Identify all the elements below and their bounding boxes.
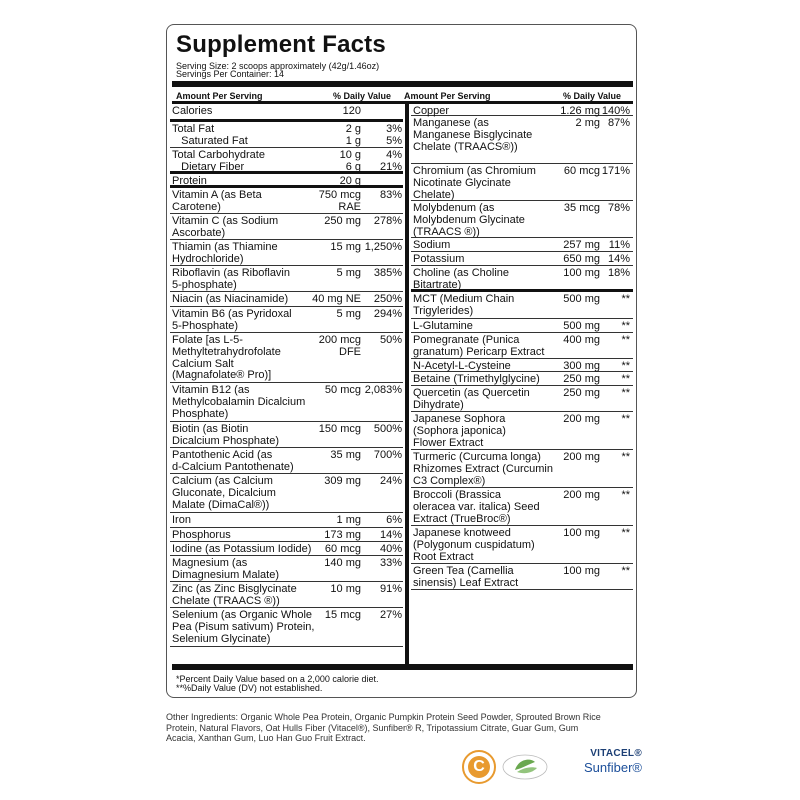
nutrient-name: Thiamin (as Thiamine Hydrochloride) xyxy=(172,241,278,265)
nutrient-daily-value: 278% xyxy=(373,215,402,227)
left-nutrient-row xyxy=(170,608,403,647)
right-nutrient-row xyxy=(411,116,633,164)
left-nutrient-row xyxy=(170,542,403,556)
nutrient-name: Broccoli (Brassica oleracea var. italica) Seed Extract (TrueBroc®) xyxy=(413,489,540,525)
nutrient-amount: 5 mg xyxy=(336,267,361,279)
right-nutrient-row xyxy=(411,488,633,526)
right-nutrient-row xyxy=(411,386,633,412)
nutrient-amount: 35 mg xyxy=(330,449,361,461)
nutrient-amount: 35 mcg xyxy=(563,202,600,214)
nutrient-daily-value: 500% xyxy=(373,423,402,435)
nutrient-amount: 309 mg xyxy=(324,475,361,487)
left-nutrient-row xyxy=(170,240,403,266)
left-nutrient-row xyxy=(170,214,403,240)
nutrient-daily-value: ** xyxy=(621,320,630,332)
top-rule xyxy=(172,81,633,87)
nutrient-name: Iodine (as Potassium Iodide) xyxy=(172,543,312,555)
nutrient-name: Molybdenum (as Molybdenum Glycinate (TRAACS ®)) xyxy=(413,202,525,238)
nutrient-daily-value: 171% xyxy=(601,165,630,177)
nutrient-name: Manganese (as Manganese Bisglycinate Chelate (TRAACS®)) xyxy=(413,117,533,153)
nutrient-name: Japanese Sophora (Sophora japonica) Flower Extract xyxy=(413,413,506,449)
nutrient-name: Japanese knotweed (Polygonum cuspidatum) Root Extract xyxy=(413,527,535,563)
nutrient-name: Turmeric (Curcuma longa) Rhizomes Extract (Curcumin C3 Complex®) xyxy=(413,451,553,487)
nutrient-name: Calcium (as Calcium Gluconate, Dicalcium Malate (DimaCal®)) xyxy=(172,475,276,511)
nutrient-daily-value: 24% xyxy=(379,475,402,487)
nutrient-amount: 257 mg xyxy=(563,239,600,251)
nutrient-daily-value: 14% xyxy=(379,529,402,541)
nutrient-daily-value: 14% xyxy=(607,253,630,265)
nutrient-name: Protein xyxy=(172,175,207,187)
nutrient-name: Selenium (as Organic Whole Pea (Pisum sativum) Protein, Selenium Glycinate) xyxy=(172,609,315,645)
nutrient-amount: 15 mcg xyxy=(324,609,361,621)
nutrient-daily-value: ** xyxy=(621,334,630,346)
nutrient-name: Magnesium (as Dimagnesium Malate) xyxy=(172,557,279,581)
nutrient-daily-value: 1,250% xyxy=(364,241,402,253)
nutrient-daily-value: 50% xyxy=(379,334,402,346)
nutrient-amount: 200 mg xyxy=(563,451,600,463)
sunfiber-logo-text: Sunfiber® xyxy=(584,760,642,775)
right-nutrient-row xyxy=(411,333,633,359)
nutrient-daily-value: 385% xyxy=(373,267,402,279)
nutrient-amount: 140 mg xyxy=(324,557,361,569)
nutrient-daily-value: 11% xyxy=(608,239,630,251)
nutrient-amount: 50 mcg xyxy=(324,384,361,396)
nutrient-daily-value: 140% xyxy=(601,105,630,117)
nutrient-daily-value: 33% xyxy=(379,557,402,569)
right-nutrient-row xyxy=(411,292,633,319)
left-nutrient-row xyxy=(170,292,403,307)
nutrient-name: Total Carbohydrate Dietary Fiber xyxy=(172,149,265,173)
nutrient-name: Total Fat Saturated Fat xyxy=(172,123,248,147)
leaf-badge-logo xyxy=(501,752,549,787)
nutrient-name: Chromium (as Chromium Nicotinate Glycinate Chelate) xyxy=(413,165,536,201)
nutrient-amount: 60 mcg xyxy=(324,543,361,555)
footnote-percent-dv: *Percent Daily Value based on a 2,000 calorie diet. xyxy=(176,674,379,684)
left-amount-header: Amount Per Serving xyxy=(176,91,263,101)
nutrient-amount: 250 mg xyxy=(563,373,600,385)
nutrient-daily-value: 18% xyxy=(607,267,630,279)
right-nutrient-row xyxy=(411,526,633,564)
nutrient-amount: 200 mg xyxy=(563,489,600,501)
nutrient-daily-value: ** xyxy=(621,565,630,577)
nutrient-amount: 200 mcg DFE xyxy=(318,334,361,358)
nutrient-daily-value: 78% xyxy=(607,202,630,214)
nutrient-daily-value: 87% xyxy=(607,117,630,129)
nutrient-name: L-Glutamine xyxy=(413,320,473,332)
nutrient-name: Riboflavin (as Riboflavin 5-phosphate) xyxy=(172,267,290,291)
left-nutrient-row xyxy=(170,266,403,292)
left-nutrient-row xyxy=(170,448,403,474)
nutrient-name: Green Tea (Camellia sinensis) Leaf Extract xyxy=(413,565,519,589)
nutrient-amount: 5 mg xyxy=(336,308,361,320)
right-nutrient-row xyxy=(411,412,633,450)
curcumin-c3-letter: C xyxy=(473,758,485,775)
nutrient-name: Pomegranate (Punica granatum) Pericarp Extract xyxy=(413,334,545,358)
nutrient-daily-value: 294% xyxy=(373,308,402,320)
nutrient-name: Quercetin (as Quercetin Dihydrate) xyxy=(413,387,530,411)
nutrient-name: Niacin (as Niacinamide) xyxy=(172,293,289,305)
nutrient-amount: 10 mg xyxy=(330,583,361,595)
nutrient-daily-value: 40% xyxy=(379,543,402,555)
nutrient-name: Vitamin B12 (as Methylcobalamin Dicalcium Phosphate) xyxy=(172,384,306,420)
servings-per-container: Servings Per Container: 14 xyxy=(176,69,285,79)
right-nutrient-row xyxy=(411,201,633,238)
nutrient-amount: 2 mg xyxy=(575,117,600,129)
nutrient-name: Vitamin A (as Beta Carotene) xyxy=(172,189,262,213)
vitacel-logo-text: VITACEL® xyxy=(590,748,642,759)
nutrient-name: Copper xyxy=(413,105,450,117)
nutrient-amount: 2 g 1 g xyxy=(345,123,361,147)
nutrient-daily-value: ** xyxy=(621,527,630,539)
nutrient-amount: 650 mg xyxy=(563,253,600,265)
nutrient-daily-value: 91% xyxy=(379,583,402,595)
left-nutrient-row xyxy=(170,104,403,122)
left-nutrient-row xyxy=(170,333,403,383)
left-nutrient-row xyxy=(170,528,403,542)
nutrient-name: Pantothenic Acid (as d-Calcium Pantothenate) xyxy=(172,449,294,473)
left-nutrient-row xyxy=(170,513,403,528)
nutrient-amount: 500 mg xyxy=(563,293,600,305)
nutrient-amount: 150 mcg xyxy=(318,423,361,435)
right-nutrient-row xyxy=(411,359,633,372)
nutrient-name: Iron xyxy=(172,514,191,526)
nutrient-daily-value: 83% xyxy=(379,189,402,201)
nutrient-amount: 100 mg xyxy=(563,267,600,279)
nutrient-name: Sodium xyxy=(413,239,451,251)
left-nutrient-row xyxy=(170,122,403,148)
nutrient-daily-value: ** xyxy=(621,293,630,305)
nutrient-daily-value: 6% xyxy=(386,514,402,526)
nutrient-name: Choline (as Choline Bitartrate) xyxy=(413,267,509,291)
left-nutrient-row xyxy=(170,148,403,174)
left-nutrient-column xyxy=(170,104,403,647)
right-amount-header: Amount Per Serving xyxy=(404,91,491,101)
nutrient-daily-value: 700% xyxy=(373,449,402,461)
other-ingredients: Other Ingredients: Organic Whole Pea Protein, Organic Pumpkin Protein Seed Powder, Sprouted Brown Rice Protein, Natural Flavors, Oat Hulls Fiber (Vitacel®), Sunfiber® R, Tripotassium Citrate, Guar Gum, Gum Acacia, Xanthan Gum, Luo Han Guo Fruit Extract. xyxy=(166,712,601,743)
footnote-dv-not-established: **%Daily Value (DV) not established. xyxy=(176,683,323,693)
nutrient-amount: 100 mg xyxy=(563,527,600,539)
left-nutrient-row xyxy=(170,188,403,214)
nutrient-daily-value: 2,083% xyxy=(364,384,402,396)
nutrient-daily-value: ** xyxy=(621,387,630,399)
nutrient-daily-value: ** xyxy=(621,451,630,463)
page-title: Supplement Facts xyxy=(176,31,386,58)
serving-size: Serving Size: 2 scoops approximately (42g/1.46oz) xyxy=(176,61,380,71)
nutrient-daily-value: 4% 21% xyxy=(379,149,402,173)
left-nutrient-row xyxy=(170,174,403,188)
nutrient-amount: 500 mg xyxy=(563,320,600,332)
nutrient-amount: 300 mg xyxy=(563,360,600,372)
nutrient-daily-value: ** xyxy=(621,489,630,501)
right-nutrient-row xyxy=(411,164,633,201)
right-nutrient-row xyxy=(411,104,633,116)
nutrient-amount: 120 xyxy=(342,105,361,117)
nutrient-daily-value: 3% 5% xyxy=(386,123,402,147)
nutrient-name: Zinc (as Zinc Bisglycinate Chelate (TRAACS ®)) xyxy=(172,583,297,607)
left-nutrient-row xyxy=(170,582,403,608)
right-dv-header: % Daily Value xyxy=(563,91,622,101)
bottom-rule xyxy=(172,664,633,670)
nutrient-daily-value: 250% xyxy=(373,293,402,305)
left-nutrient-row xyxy=(170,422,403,448)
nutrient-name: Biotin (as Biotin Dicalcium Phosphate) xyxy=(172,423,279,447)
nutrient-amount: 250 mg xyxy=(324,215,361,227)
nutrient-name: Calories xyxy=(172,105,213,117)
nutrient-amount: 40 mg NE xyxy=(312,293,361,305)
left-nutrient-row xyxy=(170,474,403,513)
nutrient-name: N-Acetyl-L-Cysteine xyxy=(413,360,511,372)
nutrient-name: Potassium xyxy=(413,253,465,265)
nutrient-amount: 250 mg xyxy=(563,387,600,399)
nutrient-name: Vitamin B6 (as Pyridoxal 5-Phosphate) xyxy=(172,308,292,332)
right-nutrient-row xyxy=(411,372,633,386)
right-nutrient-row xyxy=(411,252,633,266)
nutrient-name: MCT (Medium Chain Trigylerides) xyxy=(413,293,515,317)
left-nutrient-row xyxy=(170,307,403,333)
nutrient-amount: 750 mcg RAE xyxy=(318,189,361,213)
column-divider xyxy=(405,103,409,664)
right-nutrient-row xyxy=(411,266,633,292)
nutrient-amount: 173 mg xyxy=(324,529,361,541)
nutrient-daily-value: ** xyxy=(621,360,630,372)
nutrient-amount: 10 g 6 g xyxy=(339,149,361,173)
right-nutrient-row xyxy=(411,238,633,252)
nutrient-daily-value: ** xyxy=(621,413,630,425)
nutrient-amount: 1 mg xyxy=(336,514,361,526)
nutrient-name: Betaine (Trimethylglycine) xyxy=(413,373,540,385)
nutrient-daily-value: 27% xyxy=(379,609,402,621)
left-nutrient-row xyxy=(170,556,403,582)
nutrient-amount: 20 g xyxy=(339,175,361,187)
nutrient-amount: 1.26 mg xyxy=(560,105,600,117)
left-nutrient-row xyxy=(170,383,403,422)
nutrient-name: Phosphorus xyxy=(172,529,231,541)
nutrient-name: Folate [as L-5- Methyltetrahydrofolate Calcium Salt (Magnafolate® Pro)] xyxy=(172,334,281,382)
nutrient-amount: 400 mg xyxy=(563,334,600,346)
right-nutrient-row xyxy=(411,450,633,488)
right-nutrient-row xyxy=(411,564,633,590)
vitacel-sunfiber-logo xyxy=(552,748,642,775)
right-nutrient-row xyxy=(411,319,633,333)
nutrient-amount: 200 mg xyxy=(563,413,600,425)
left-dv-header: % Daily Value xyxy=(333,91,392,101)
curcumin-c3-logo xyxy=(462,750,496,789)
nutrient-amount: 60 mcg xyxy=(563,165,600,177)
right-nutrient-column xyxy=(411,104,633,590)
nutrient-daily-value: ** xyxy=(621,373,630,385)
nutrient-name: Vitamin C (as Sodium Ascorbate) xyxy=(172,215,279,239)
nutrient-amount: 100 mg xyxy=(563,565,600,577)
nutrient-amount: 15 mg xyxy=(330,241,361,253)
